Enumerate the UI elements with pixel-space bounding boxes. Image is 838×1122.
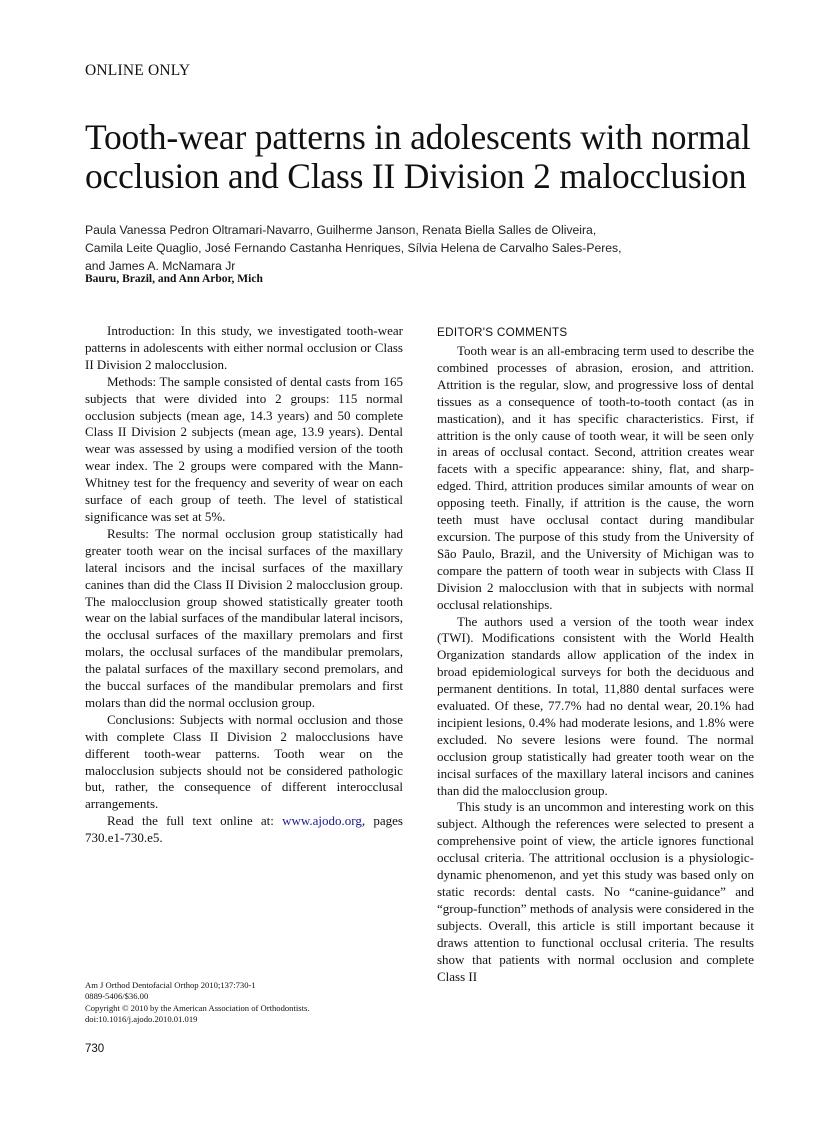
page-number: 730: [85, 1043, 105, 1055]
section-label: ONLINE ONLY: [85, 62, 191, 79]
full-text-pages: , pages 730.e1-730.e5.: [85, 813, 403, 846]
introduction-text: In this study, we investigated tooth-wear patterns in adolescents with either normal occlusion or Class II Division 2 malocclusion.: [85, 323, 403, 372]
editors-comments: [437, 326, 754, 985]
results-text: The normal occlusion group statistically had greater tooth wear on the incisal surfaces of the maxillary lateral incisors and the incisal surfaces of the maxillary canines than did the Class II Division 2 malocclusion group. The malocclusion group showed statistically greater tooth wear on the labial surfaces of the mandibular lateral incisors, the occlusal surfaces of the maxillary premolars and first molars, the occlusal surfaces of the mandibular premolars, the palatal surfaces of the maxillary second premolars, and the buccal surfaces of the mandibular premolars and first molars than did the normal occlusion group.: [85, 525, 403, 710]
abstract-introduction: [85, 323, 403, 374]
abstract-results: [85, 526, 403, 712]
author-list: [85, 221, 785, 275]
conclusions-text: Subjects with normal occlusion and those with complete Class II Division 2 malocclusions have different tooth-wear patterns. Tooth wear on the malocclusion subjects should not be considered pathologic but, rather, the consequence of different interocclusal arrangements.: [85, 711, 403, 812]
conclusions-label: Conclusions:: [107, 711, 175, 727]
abstract-conclusions: [85, 712, 403, 813]
doi: doi:10.1016/j.ajodo.2010.01.019: [85, 1014, 198, 1025]
editors-paragraph: The authors used a version of the tooth wear index (TWI). Modifications consistent with the World Health Organization standards allow application of the index in broad epidemiological surveys for both the deciduous and permanent dentitions. In total, 11,880 dental surfaces were evaluated. Of these, 77.7% had no dental wear, 20.1% had incipient lesions, 0.4% had moderate lesions, and 1.8% were excluded. No severe lesions were found. The normal occlusion group statistically had greater tooth wear on the incisal surfaces of the maxillary lateral incisors and canines than did the malocclusion group.: [437, 613, 754, 798]
methods-text: The sample consisted of dental casts from 165 subjects that were divided into 2 groups: 115 normal occlusion subjects (mean age, 14.3 years) and 50 complete Class II Division 2 subjects (mean age, 13.9 years). Dental wear was assessed by using a modified version of the tooth wear index. The 2 groups were compared with the Mann-Whitney test for the frequency and severity of wear on each surface of each group of teeth. The level of statistical significance was set at 5%.: [85, 373, 403, 524]
copyright: Copyright © 2010 by the American Association of Orthodontists.: [85, 1002, 310, 1013]
results-label: Results:: [107, 525, 149, 541]
abstract-methods: [85, 374, 403, 526]
journal-citation: Am J Orthod Dentofacial Orthop 2010;137:730-1: [85, 980, 256, 990]
editors-comments-heading: EDITOR'S COMMENTS: [437, 326, 568, 339]
citation-block: [85, 980, 309, 1026]
author-line: and James A. McNamara Jr: [85, 259, 236, 273]
methods-label: Methods:: [107, 373, 157, 389]
full-text-note: [85, 813, 403, 847]
author-line: Camila Leite Quaglio, José Fernando Castanha Henriques, Sílvia Helena de Carvalho Sales-Peres,: [85, 241, 622, 255]
journal-link[interactable]: www.ajodo.org: [282, 813, 362, 829]
introduction-label: Introduction:: [107, 323, 175, 338]
author-line: Paula Vanessa Pedron Oltramari-Navarro, Guilherme Janson, Renata Biella Salles de Oliveira,: [85, 223, 597, 237]
editors-paragraph: Tooth wear is an all-embracing term used to describe the combined processes of abrasion, erosion, and attrition. Attrition is the regular, slow, and progressive loss of dental tissues as a consequence of tooth-to-tooth contact (as in mastication), and it has specific characteristics. First, if attrition is the only cause of tooth wear, it will be seen only in areas of occlusal contact. Second, attrition creates wear facets with a specific appearance: shiny, flat, and sharp-edged. Third, attrition produces similar amounts of wear on opposing teeth. Finally, if attrition is the cause, the worn teeth must have occlusal contact during mandibular excursion. The purpose of this study from the University of São Paulo, Brazil, and the University of Michigan was to compare the pattern of tooth wear in subjects with Class II Division 2 malocclusion with that in subjects with normal occlusal relationships.: [437, 343, 754, 612]
article-title: Tooth-wear patterns in adolescents with normal occlusion and Class II Division 2 malocclusion: [85, 117, 751, 196]
full-text-prefix: Read the full text online at:: [107, 813, 283, 829]
abstract: [85, 323, 403, 847]
affiliation: Bauru, Brazil, and Ann Arbor, Mich: [85, 273, 263, 285]
editors-paragraph: This study is an uncommon and interesting work on this subject. Although the references were selected to present a comprehensive point of view, the article ignores functional occlusal criteria. The attritional occlusion is a physiologic-dynamic phenomenon, and yet this study was based only on static records: dental casts. No “canine-guidance” and “group-function” methods of analysis were considered in the subjects. Overall, this article is still important because it draws attention to functional occlusal criteria. The results show that patients with normal occlusion and complete Class II: [437, 799, 754, 984]
issn: 0889-5406/$36.00: [85, 991, 149, 1002]
editors-comments-body: [437, 343, 754, 985]
